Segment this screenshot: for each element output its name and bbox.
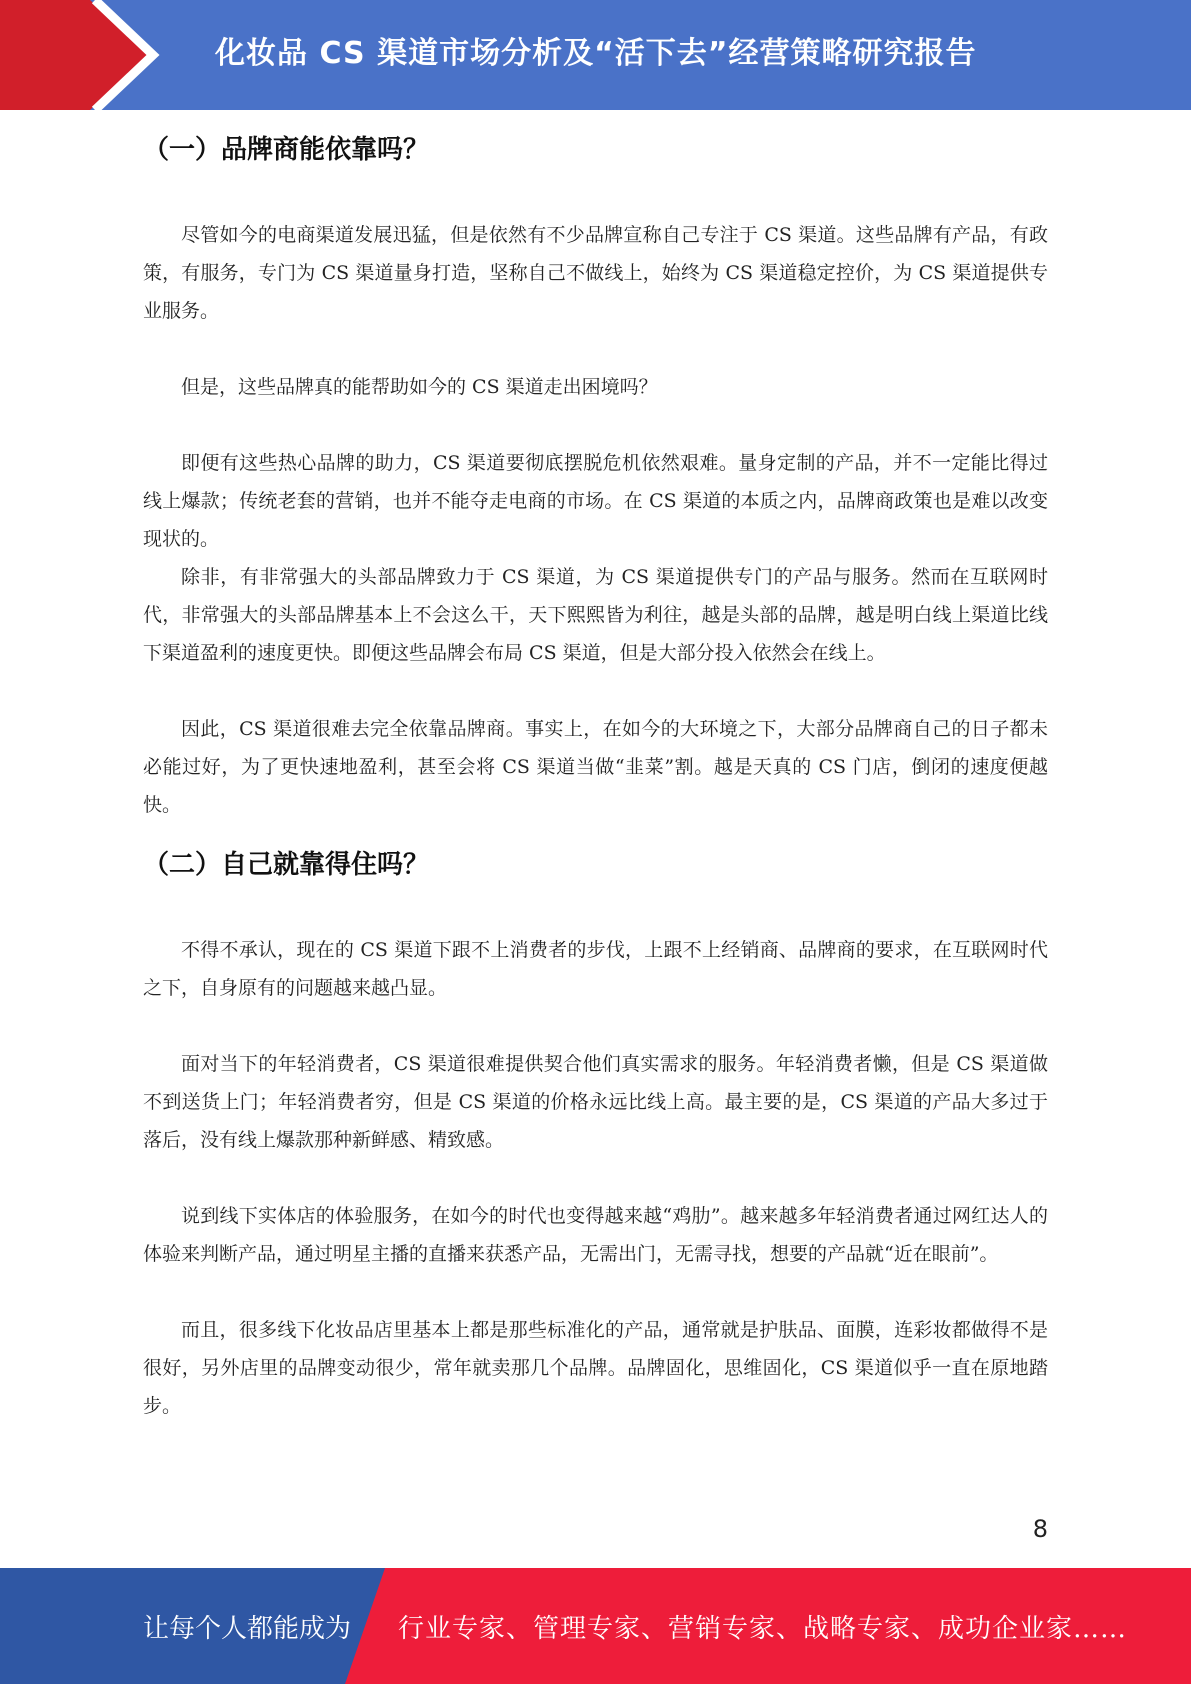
page-number: 8 <box>1032 1515 1048 1543</box>
paragraph: 不得不承认，现在的 CS 渠道下跟不上消费者的步伐，上跟不上经销商、品牌商的要求，在互联网时代之下，自身原有的问题越来越凸显。 <box>143 939 1048 999</box>
report-title: 化妆品 CS 渠道市场分析及“活下去”经营策略研究报告 <box>215 36 977 71</box>
paragraph: 而且，很多线下化妆品店里基本上都是那些标准化的产品，通常就是护肤品、面膜，连彩妆都做得不是很好，另外店里的品牌变动很少，常年就卖那几个品牌。品牌固化，思维固化，CS 渠道似乎一直在原地踏步。 <box>143 1319 1048 1417</box>
section-heading-2: （二）自己就靠得住吗？ <box>143 850 430 880</box>
paragraph: 尽管如今的电商渠道发展迅猛，但是依然有不少品牌宣称自己专注于 CS 渠道。这些品牌有产品，有政策，有服务，专门为 CS 渠道量身打造，坚称自己不做线上，始终为 CS 渠道稳定控价，为 CS 渠道提供专业服务。 <box>143 224 1048 322</box>
paragraph: 但是，这些品牌真的能帮助如今的 CS 渠道走出困境吗？ <box>181 376 658 398</box>
paragraph: 面对当下的年轻消费者，CS 渠道很难提供契合他们真实需求的服务。年轻消费者懒，但是 CS 渠道做不到送货上门；年轻消费者穷，但是 CS 渠道的价格永远比线上高。最主要的是，CS 渠道的产品大多过于落后，没有线上爆款那种新鲜感、精致感。 <box>143 1053 1048 1151</box>
document-body <box>143 128 1048 1425</box>
page-header <box>0 0 1191 110</box>
section-heading-1: （一）品牌商能依靠吗？ <box>143 135 430 165</box>
footer-slogan-left: 让每个人都能成为 <box>143 1614 352 1644</box>
paragraph: 说到线下实体店的体验服务，在如今的时代也变得越来越“鸡肋”。越来越多年轻消费者通过网红达人的体验来判断产品，通过明星主播的直播来获悉产品，无需出门，无需寻找，想要的产品就“近在眼前”。 <box>143 1205 1048 1265</box>
paragraph: 因此，CS 渠道很难去完全依靠品牌商。事实上，在如今的大环境之下，大部分品牌商自己的日子都未必能过好，为了更快速地盈利，甚至会将 CS 渠道当做“韭菜”割。越是天真的 CS 门店，倒闭的速度便越快。 <box>143 718 1048 816</box>
page-footer <box>0 1568 1191 1684</box>
paragraph: 除非，有非常强大的头部品牌致力于 CS 渠道，为 CS 渠道提供专门的产品与服务。然而在互联网时代，非常强大的头部品牌基本上不会这么干，天下熙熙皆为利往，越是头部的品牌，越是明白线上渠道比线下渠道盈利的速度更快。即便这些品牌会布局 CS 渠道，但是大部分投入依然会在线上。 <box>143 566 1048 664</box>
footer-slogan-right: 行业专家、管理专家、营销专家、战略专家、成功企业家…… <box>398 1614 1128 1644</box>
paragraph: 即便有这些热心品牌的助力，CS 渠道要彻底摆脱危机依然艰难。量身定制的产品，并不一定能比得过线上爆款；传统老套的营销，也并不能夺走电商的市场。在 CS 渠道的本质之内，品牌商政策也是难以改变现状的。 <box>143 452 1048 550</box>
